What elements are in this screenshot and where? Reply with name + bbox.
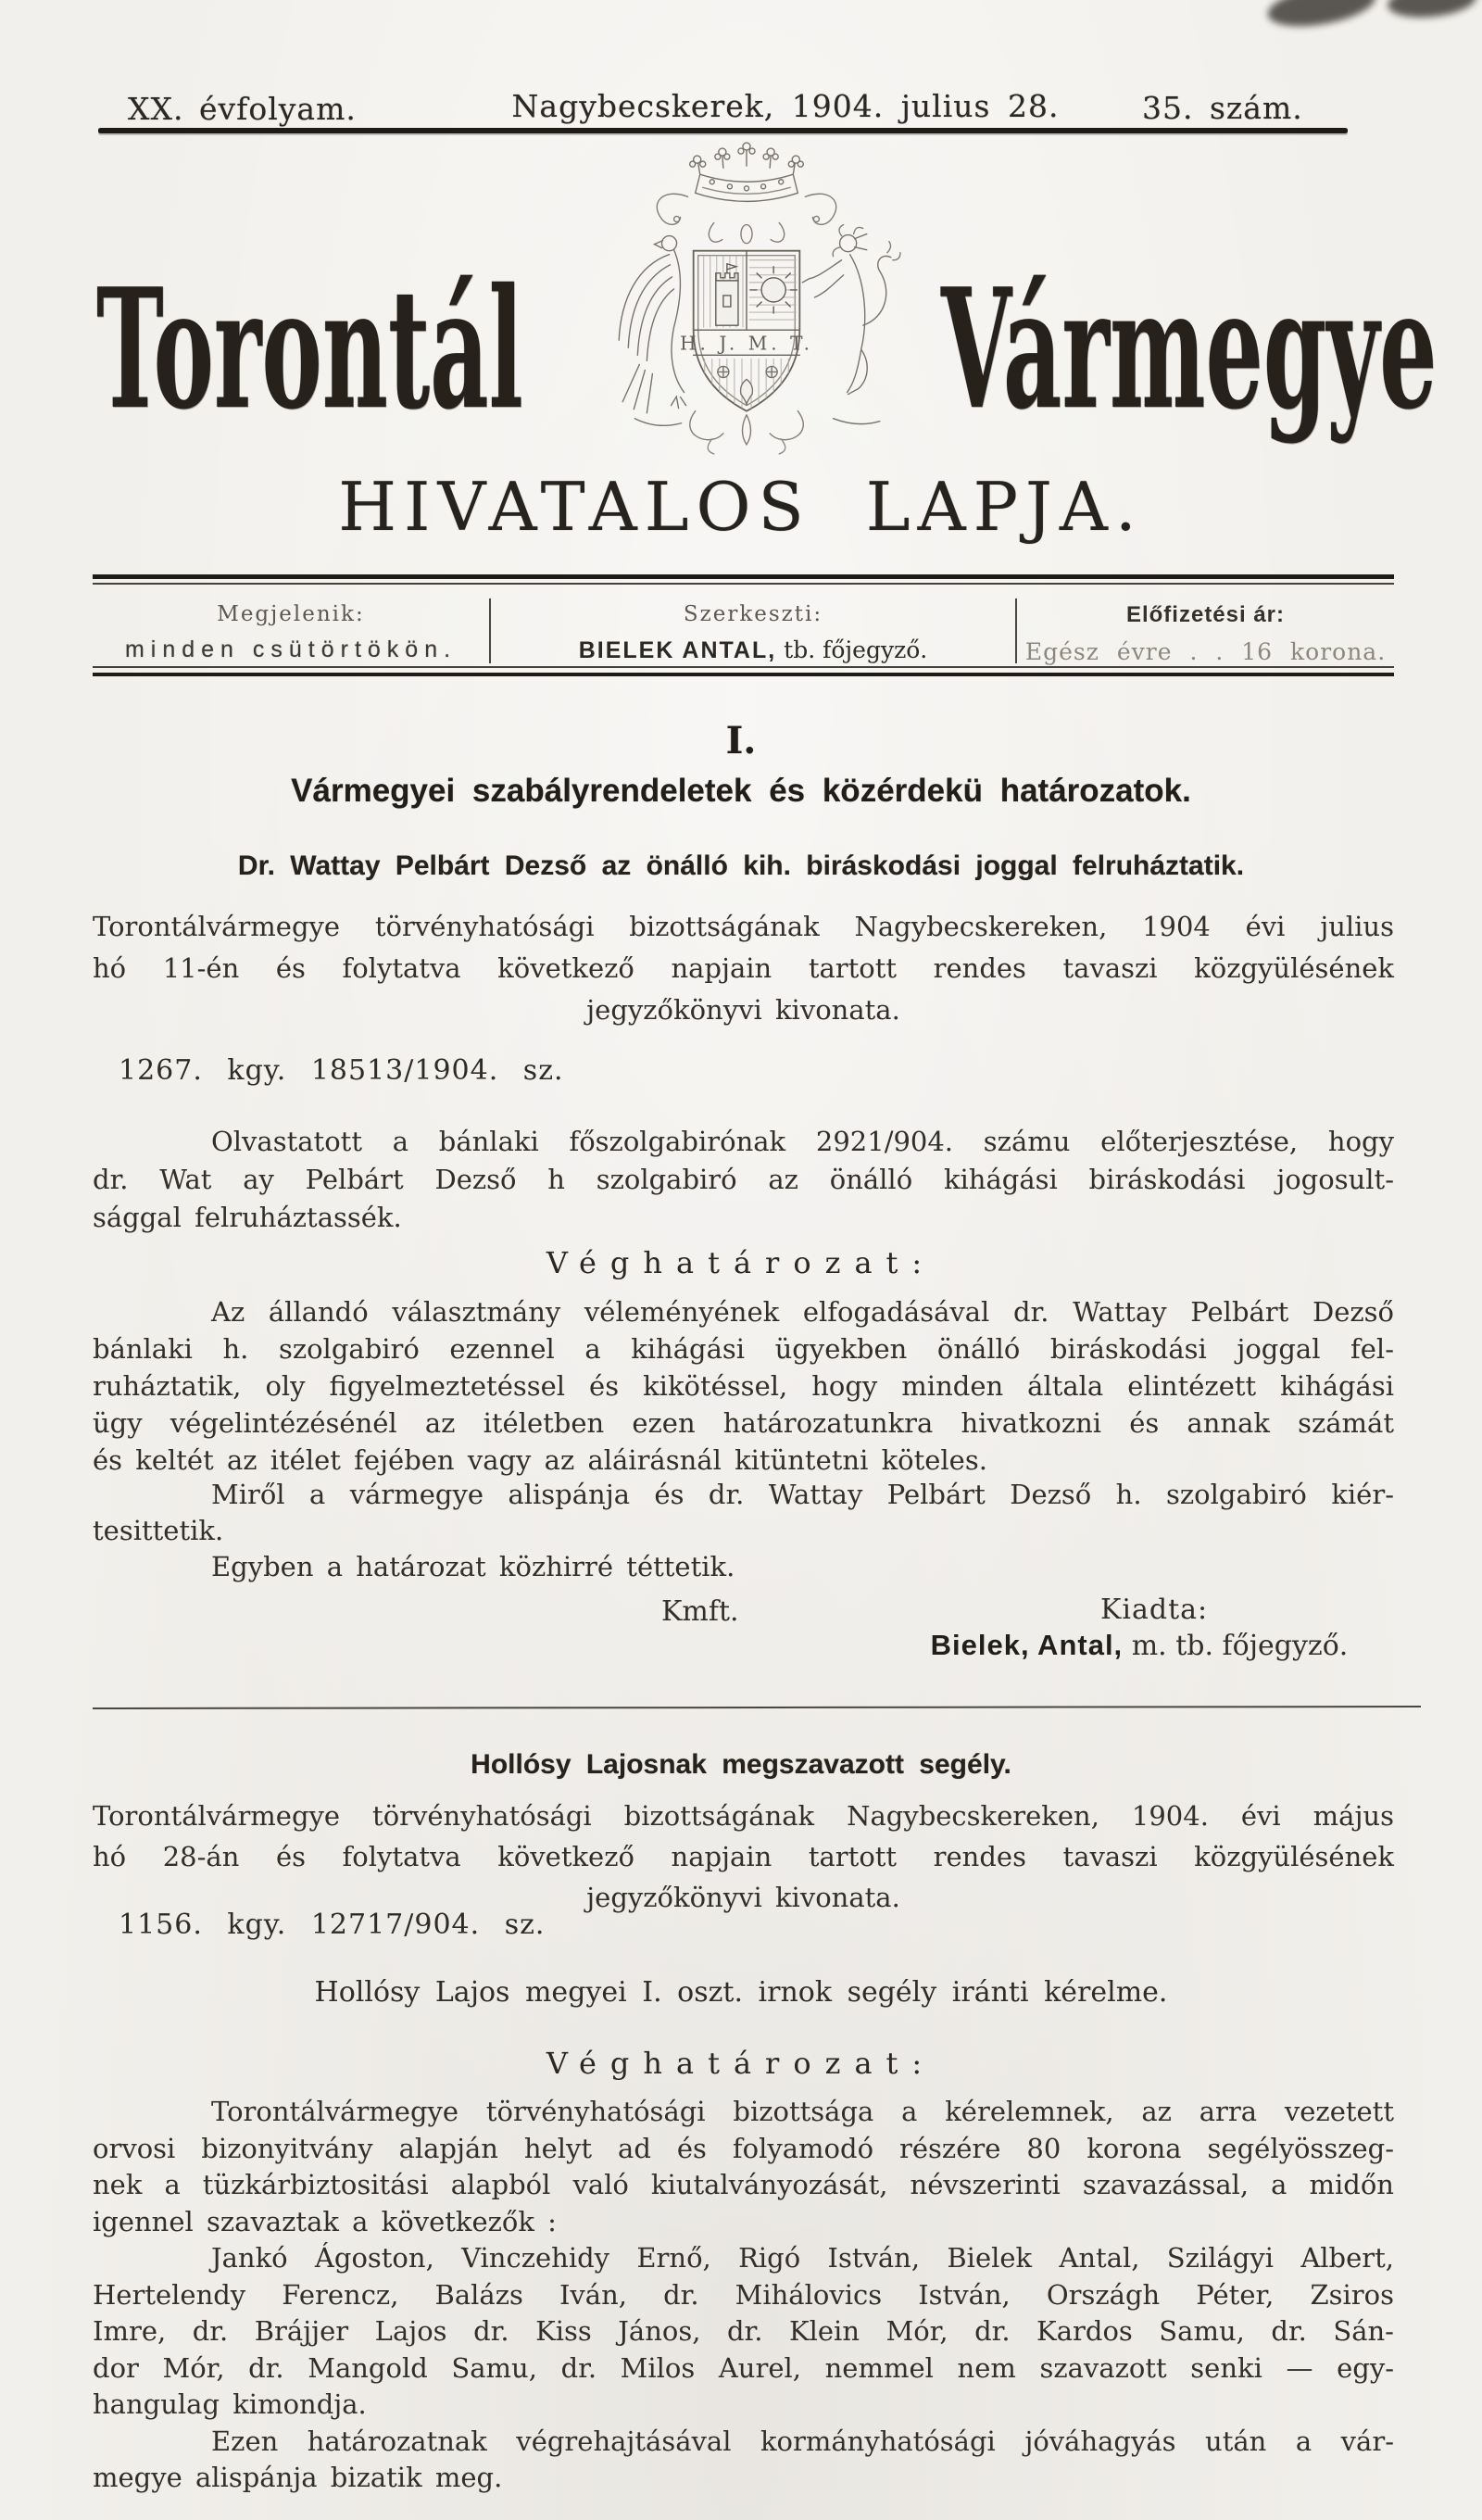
text-line: Imre, dr. Brájjer Lajos dr. Kiss János, dr. Klein Mór, dr. Kardos Samu, dr. Sán-: [93, 2315, 1394, 2347]
article1-headline: Dr. Wattay Pelbárt Dezső az önálló kih. biráskodási joggal felruháztatik.: [237, 850, 1245, 881]
signer-title: m. tb. főjegyző.: [1123, 1630, 1349, 1662]
text-line: Torontálvármegye törvényhatósági bizottsága a kérelemnek, az arra vezetett: [211, 2096, 1394, 2127]
text-line: jegyzőkönyvi kivonata.: [586, 994, 900, 1026]
text-line: dr. Wat ay Pelbárt Dezső h szolgabiró az önálló kihágási biráskodási jogosult-: [93, 1164, 1394, 1195]
article2-reference-number: 1156. kgy. 12717/904. sz.: [119, 1909, 546, 1941]
article1-decision-heading: Véghatározat:: [546, 1245, 936, 1280]
text-line: Egyben a határozat közhirré téttetik.: [211, 1551, 735, 1582]
text-line: hangulag kimondja.: [93, 2388, 367, 2420]
text-line: igennel szavaztak a következők :: [93, 2205, 557, 2237]
article2-subject-line: Hollósy Lajos megyei I. oszt. irnok segély iránti kérelme.: [314, 1976, 1168, 2009]
place-date-label: Nagybecskerek, 1904. julius 28.: [511, 88, 1060, 124]
section-number: I.: [725, 719, 757, 762]
masthead-title-right: [941, 252, 1482, 446]
crest-lion-supporter-icon: [802, 225, 900, 424]
text-line: és keltét az itélet fejében vagy az aláirásnál kitüntetni köteles.: [93, 1444, 987, 1476]
text-line: bánlaki h. szolgabiró ezennel a kihágási ügyekben önálló biráskodási joggal fel-: [93, 1333, 1394, 1365]
article1-paragraph-2: [93, 1293, 1394, 1479]
megjelenik-value: minden csütörtökön.: [124, 636, 458, 662]
masthead-title-right-text: Vármegye: [941, 252, 1438, 446]
volume-label: XX. évfolyam.: [128, 91, 357, 127]
article1-paragraph-1: [93, 1123, 1394, 1237]
megjelenik-label: Megjelenik:: [217, 602, 365, 626]
signature-line: [917, 1629, 1362, 1662]
county-coat-of-arms: [584, 139, 910, 465]
article2-decision-heading: Véghatározat:: [546, 2046, 936, 2081]
issue-number-label: 35. szám.: [1142, 90, 1303, 126]
article1-reference-number: 1267. kgy. 18513/1904. sz.: [119, 1054, 564, 1087]
article2-intro-paragraph: [93, 1796, 1394, 1918]
crest-eagle-supporter-icon: [619, 236, 685, 426]
editor-title: tb. főjegyző.: [776, 636, 928, 663]
ink-smudge: [1264, 0, 1378, 33]
article2-body-paragraph: [93, 2094, 1394, 2497]
info-column-elofizetes: [1017, 602, 1394, 665]
article1-paragraph-3: [93, 1477, 1394, 1585]
text-line: megye alispánja bizatik meg.: [93, 2462, 503, 2493]
text-line: Torontálvármegye törvényhatósági bizottságának Nagybecskereken, 1904 évi julius: [93, 911, 1394, 942]
crest-monogram: H. J. M. T.: [679, 332, 814, 355]
crest-sun-icon: [750, 267, 797, 313]
szerkeszti-label: Szerkeszti:: [683, 602, 823, 626]
info-column-megjelenik: [93, 602, 489, 663]
info-table-top-rule-thin: [93, 583, 1394, 585]
text-line: hó 28-án és folytatva következő napjain tartott rendes tavaszi közgyülésének: [93, 1841, 1394, 1872]
text-line: Torontálvármegye törvényhatósági bizottságának Nagybecskereken, 1904. évi május: [93, 1800, 1394, 1832]
elofizetesi-ar-label: Előfizetési ár:: [1125, 602, 1286, 627]
article2-headline: Hollósy Lajosnak megszavazott segély.: [471, 1749, 1011, 1780]
info-table-bottom-rule: [93, 673, 1394, 676]
text-line: Az állandó választmány véleményének elfogadásával dr. Wattay Pelbárt Dezső: [211, 1296, 1394, 1328]
text-line: ügy végelintézésénél az itéletben ezen határozatunkra hivatkozni és annak számát: [93, 1407, 1394, 1439]
subtitle-hivatalos-lapja: HIVATALOS LAPJA.: [338, 468, 1144, 546]
crest-crown-icon: [690, 143, 804, 201]
text-line: tesittetik.: [93, 1515, 224, 1546]
section-title: Vármegyei szabályrendeletek és közérdekü határozatok.: [291, 773, 1191, 809]
closing-kmft: Kmft.: [661, 1595, 739, 1628]
ink-smudge: [1386, 0, 1477, 21]
text-line: Olvastatott a bánlaki főszolgabirónak 2921/904. számu előterjesztése, hogy: [211, 1126, 1394, 1157]
text-line: ruháztatik, oly figyelmeztetéssel és kikötéssel, hogy minden általa elintézett kihágási: [93, 1370, 1394, 1402]
signer-name: Bielek, Antal,: [930, 1629, 1124, 1661]
text-line: hó 11-én és folytatva következő napjain tartott rendes tavaszi közgyülésének: [93, 952, 1394, 984]
masthead-title-left-text: Torontál: [96, 252, 523, 446]
elofizetesi-ar-value: Egész évre . . 16 korona.: [1024, 638, 1387, 665]
text-line: Miről a vármegye alispánja és dr. Wattay Pelbárt Dezső h. szolgabiró kiér-: [211, 1479, 1394, 1510]
text-line: dor Mór, dr. Mangold Samu, dr. Milos Aurel, nemmel nem szavazott senki — egy-: [93, 2351, 1394, 2384]
info-table-bottom-rule-thin: [93, 666, 1394, 668]
article1-intro-paragraph: [93, 906, 1394, 1031]
top-rule: [98, 128, 1348, 133]
crest-shield: [680, 251, 813, 415]
szerkeszti-value: [491, 636, 1015, 664]
text-line: sággal felruháztassék.: [93, 1202, 402, 1233]
text-line: Ezen határozatnak végrehajtásával kormányhatósági jóváhagyás után a vár-: [211, 2425, 1394, 2457]
issued-by-label: Kiadta:: [1100, 1594, 1209, 1626]
info-column-szerkeszti: [491, 602, 1015, 664]
text-line: orvosi bizonyitvány alapján helyt ad és folyamodó részére 80 korona segélyösszeg-: [93, 2132, 1394, 2164]
text-line: jegyzőkönyvi kivonata.: [586, 1882, 900, 1913]
article-divider-rule: [93, 1706, 1421, 1709]
text-line: nek a tüzkárbiztositási alapból való kiutalványozását, névszerinti szavazással, a midőn: [93, 2169, 1394, 2200]
text-line: Jankó Ágoston, Vinczehidy Ernő, Rigó István, Bielek Antal, Szilágyi Albert,: [211, 2242, 1394, 2274]
editor-name: BIELEK ANTAL,: [578, 637, 777, 663]
text-line: Hertelendy Ferencz, Balázs Iván, dr. Mihálovics István, Országh Péter, Zsiros: [93, 2278, 1394, 2311]
info-table-top-rule: [93, 574, 1394, 579]
crest-tower-icon: [716, 264, 738, 325]
